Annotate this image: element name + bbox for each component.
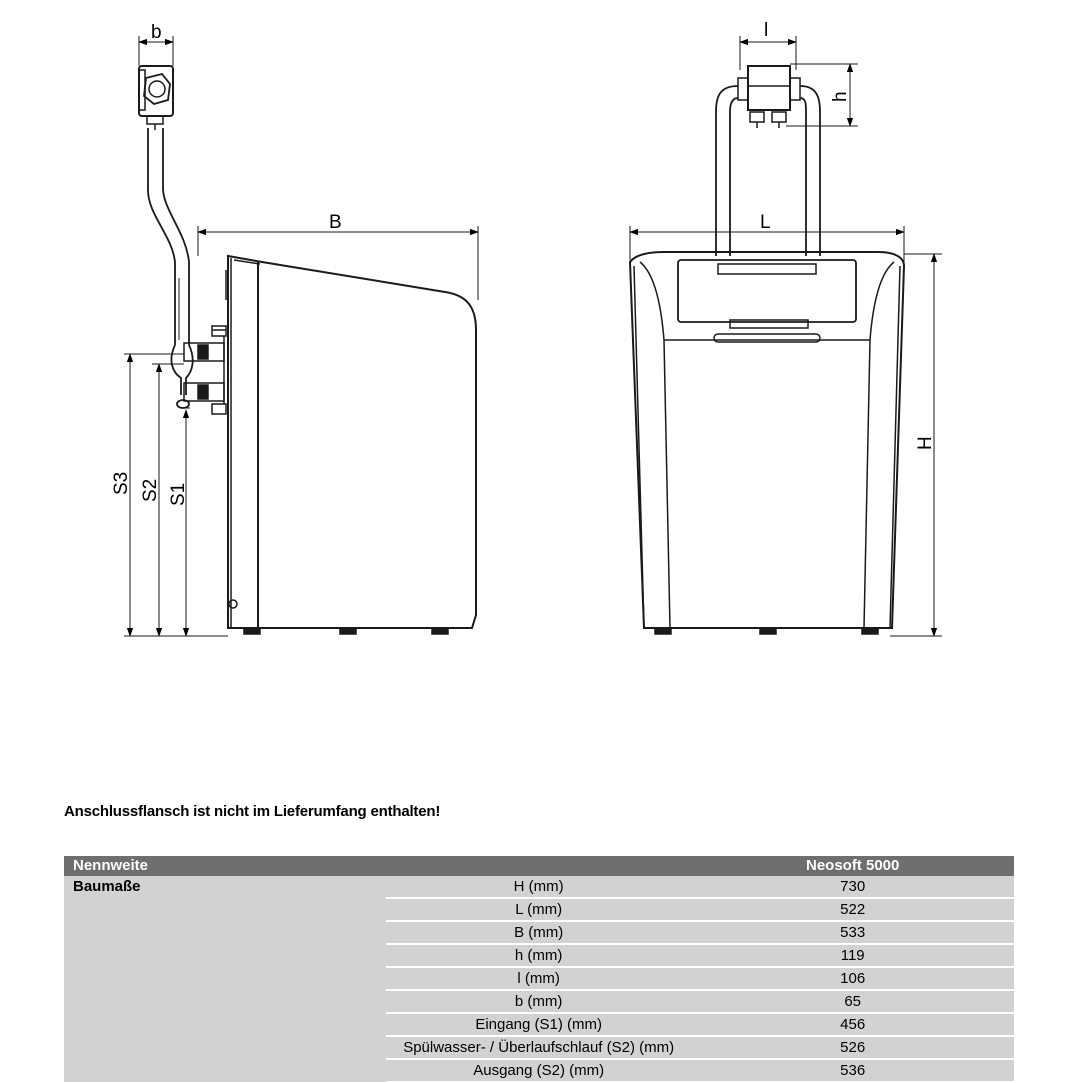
param-cell: L (mm) — [386, 898, 691, 921]
side-flange — [139, 66, 173, 130]
param-cell: Eingang (S1) (mm) — [386, 1013, 691, 1036]
param-cell: Spülwasser- / Überlaufschlauf (S2) (mm) — [386, 1036, 691, 1059]
dim-label-B: B — [329, 212, 342, 233]
value-cell: 536 — [691, 1059, 1014, 1082]
dim-label-H: H — [915, 436, 936, 450]
dim-label-h: h — [830, 91, 851, 102]
dim-label-l: l — [764, 20, 769, 41]
front-flange — [738, 66, 800, 128]
front-view — [630, 36, 942, 636]
group-label-baumasse: Baumaße — [64, 876, 386, 1082]
param-cell: b (mm) — [386, 990, 691, 1013]
value-cell: 526 — [691, 1036, 1014, 1059]
dim-label-S1: S1 — [168, 482, 189, 506]
side-view — [124, 36, 478, 636]
spec-table — [64, 856, 1014, 1083]
param-cell: B (mm) — [386, 921, 691, 944]
value-cell: 65 — [691, 990, 1014, 1013]
header-product: Neosoft 5000 — [691, 856, 1014, 876]
front-cabinet — [630, 252, 904, 634]
param-cell: Ausgang (S2) (mm) — [386, 1059, 691, 1082]
dim-label-b: b — [151, 22, 162, 43]
side-cabinet — [226, 256, 476, 634]
value-cell: 533 — [691, 921, 1014, 944]
value-cell: 106 — [691, 967, 1014, 990]
side-dimensions — [124, 36, 478, 636]
side-hose — [148, 128, 193, 408]
param-cell: l (mm) — [386, 967, 691, 990]
value-cell: 119 — [691, 944, 1014, 967]
dim-label-L: L — [760, 212, 771, 233]
dim-label-S2: S2 — [140, 478, 161, 502]
table-row — [64, 876, 1014, 898]
value-cell: 456 — [691, 1013, 1014, 1036]
dim-label-S3: S3 — [111, 471, 132, 495]
header-nennweite: Nennweite — [64, 856, 386, 876]
param-cell: H (mm) — [386, 876, 691, 898]
delivery-note: Anschlussflansch ist nicht im Lieferumfang enthalten! — [64, 803, 441, 820]
value-cell: 730 — [691, 876, 1014, 898]
value-cell: 522 — [691, 898, 1014, 921]
param-cell: h (mm) — [386, 944, 691, 967]
spec-table-header — [64, 856, 1014, 876]
